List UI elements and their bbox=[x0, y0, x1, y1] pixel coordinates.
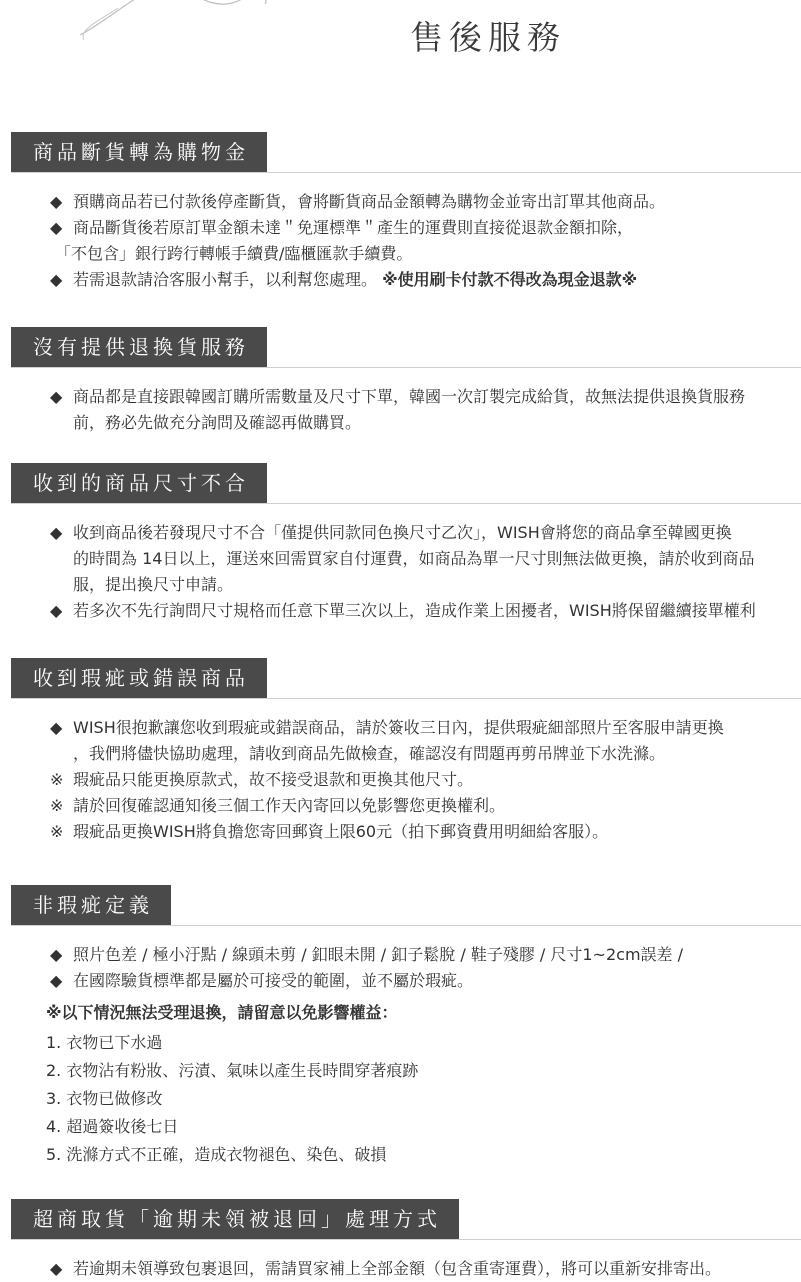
section-unclaimed-parcel bbox=[0, 1199, 801, 1282]
section-defective-items bbox=[0, 658, 801, 845]
condition-item: 3. 衣物已做修改 bbox=[46, 1089, 163, 1108]
card-refund-notice: ※使用刷卡付款不得改為現金退款※ bbox=[382, 270, 638, 289]
bullet-icon: ◆ bbox=[50, 945, 63, 964]
section-non-defect-definition bbox=[0, 885, 801, 1168]
list-item: ◆ 若逾期未領導致包裹退回，需請買家補上全部金額（包含重寄運費），將可以重新安排寄出。 bbox=[0, 1256, 801, 1282]
bullet-icon: ◆ bbox=[50, 387, 63, 406]
condition-item: 1. 衣物已下水過 bbox=[46, 1033, 163, 1052]
restriction-notice: ※以下情況無法受理退換，請留意以免影響權益： bbox=[46, 1003, 398, 1022]
list-item: ◆ 預購商品若已付款後停產斷貨，會將斷貨商品金額轉為購物金並寄出訂單其他商品。 bbox=[0, 189, 801, 215]
bullet-icon: ◆ bbox=[50, 1259, 63, 1278]
section-header: 商品斷貨轉為購物金 bbox=[11, 132, 267, 172]
bullet-icon: ◆ bbox=[50, 971, 63, 990]
list-item: ◆ 收到商品後若發現尺寸不合「僅提供同款同色換尺寸乙次」，WISH會將您的商品拿至韓國更換 bbox=[0, 520, 801, 546]
list-item: ◆ 若多次不先行詢問尺寸規格而任意下單三次以上，造成作業上困擾者，WISH將保留繼續接單權利 bbox=[0, 598, 801, 624]
reference-mark-icon: ※ bbox=[50, 770, 64, 789]
list-item: ◆ 在國際驗貨標準都是屬於可接受的範圍，並不屬於瑕疵。 bbox=[0, 968, 801, 994]
condition-item: 2. 衣物沾有粉妝、污漬、氣味以產生長時間穿著痕跡 bbox=[46, 1061, 419, 1080]
section-header: 收到的商品尺寸不合 bbox=[11, 463, 267, 503]
section-header: 收到瑕疵或錯誤商品 bbox=[11, 658, 267, 698]
note-item: ※ 請於回復確認通知後三個工作天內寄回以免影響您更換權利。 bbox=[0, 793, 801, 819]
list-item: ◆ 照片色差 / 極小汙點 / 線頭未剪 / 釦眼未開 / 釦子鬆脫 / 鞋子殘膠 / 尺寸1~2cm誤差 / bbox=[0, 942, 801, 968]
section-header: 非瑕疵定義 bbox=[11, 885, 171, 925]
reference-mark-icon: ※ bbox=[50, 796, 64, 815]
list-item: ◆ 商品都是直接跟韓國訂購所需數量及尺寸下單，韓國一次訂製完成給貨，故無法提供退換貨服務 bbox=[0, 384, 801, 410]
list-item-continuation: 服，提出換尺寸申請。 bbox=[73, 575, 234, 594]
bullet-icon: ◆ bbox=[50, 192, 63, 211]
bullet-icon: ◆ bbox=[50, 601, 63, 620]
section-no-returns bbox=[0, 327, 801, 436]
bullet-icon: ◆ bbox=[50, 270, 63, 289]
list-item: ◆ 若需退款請洽客服小幫手，以利幫您處理。 ※使用刷卡付款不得改為現金退款※ bbox=[0, 267, 801, 293]
section-header: 超商取貨「逾期未領被退回」處理方式 bbox=[11, 1199, 459, 1239]
section-out-of-stock bbox=[0, 132, 801, 293]
page-title: 售後服務 bbox=[410, 18, 566, 57]
reference-mark-icon: ※ bbox=[50, 822, 64, 841]
bullet-icon: ◆ bbox=[50, 718, 63, 737]
bullet-icon: ◆ bbox=[50, 523, 63, 542]
list-item-continuation: 的時間為 14日以上，運送來回需買家自付運費，如商品為單一尺寸則無法做更換，請於收到商品 bbox=[73, 549, 755, 568]
list-item-continuation: 「不包含」銀行跨行轉帳手續費/臨櫃匯款手續費。 bbox=[55, 244, 413, 263]
list-item: ◆ WISH很抱歉讓您收到瑕疵或錯誤商品，請於簽收三日內，提供瑕疵細部照片至客服申請更換 bbox=[0, 715, 801, 741]
list-item: ◆ 商品斷貨後若原訂單金額未達＂免運標準＂產生的運費則直接從退款金額扣除， bbox=[0, 215, 801, 241]
bullet-icon: ◆ bbox=[50, 218, 63, 237]
note-item: ※ 瑕疵品更換WISH將負擔您寄回郵資上限60元（拍下郵資費用明細給客服）。 bbox=[0, 819, 801, 845]
list-item-continuation: ，我們將儘快協助處理，請收到商品先做檢查，確認沒有問題再剪吊牌並下水洗滌。 bbox=[73, 744, 666, 763]
condition-item: 4. 超過簽收後七日 bbox=[46, 1117, 179, 1136]
condition-item: 5. 洗滌方式不正確，造成衣物褪色、染色、破損 bbox=[46, 1145, 387, 1164]
decorative-script-flourish bbox=[70, 0, 280, 50]
section-header: 沒有提供退換貨服務 bbox=[11, 327, 267, 367]
section-size-mismatch bbox=[0, 463, 801, 624]
note-item: ※ 瑕疵品只能更換原款式，故不接受退款和更換其他尺寸。 bbox=[0, 767, 801, 793]
list-item-continuation: 前，務必先做充分詢問及確認再做購買。 bbox=[73, 413, 362, 432]
